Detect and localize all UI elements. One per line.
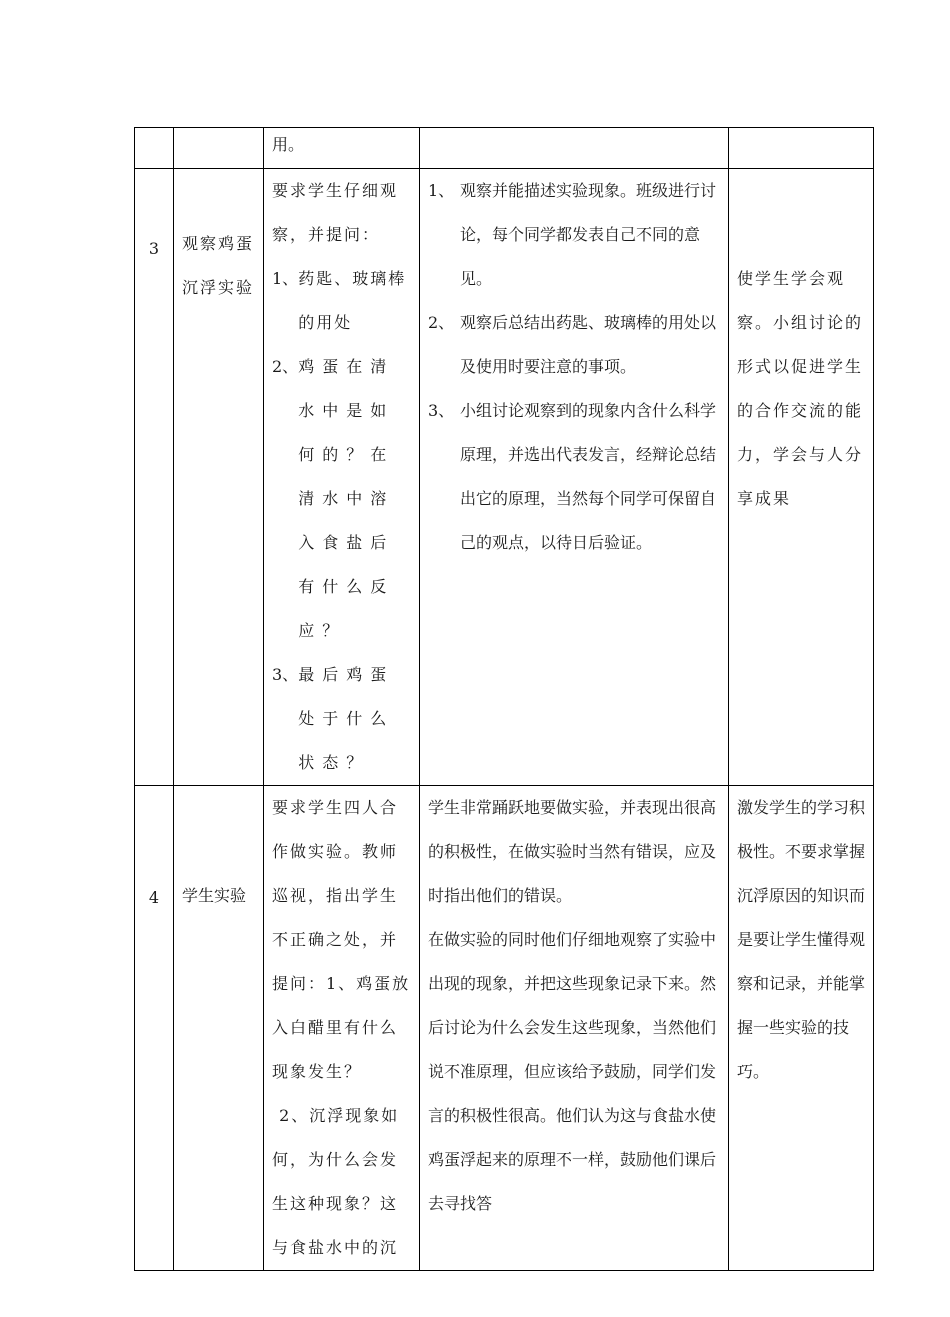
list-text: 观察后总结出药匙、玻璃棒的用处以及使用时要注意的事项。: [460, 313, 717, 376]
list-number: 2、: [272, 357, 299, 376]
list-item: [428, 301, 720, 389]
list-text: 药匙、玻璃棒的用处: [298, 269, 407, 332]
teacher-text: 要求学生四人合作做实验。教师巡视，指出学生不正确之处，并提问：1、鸡蛋放入白醋里有什么现象发生？: [272, 798, 411, 1081]
step-number-cell: [135, 128, 174, 169]
list-text: 最后鸡蛋处于什么状态？: [298, 665, 395, 772]
step-title: 观察鸡蛋沉浮实验: [182, 234, 255, 297]
teacher-activity-cell: [264, 169, 420, 786]
table-row: [135, 169, 874, 786]
list-item: [272, 653, 411, 785]
list-number: 1、: [428, 181, 455, 200]
step-number: 3: [148, 239, 160, 258]
list-text: 鸡蛋在清水中是如何的？在清水中溶入食盐后有什么反应？: [298, 357, 395, 640]
list-item: [272, 257, 411, 345]
student-paragraph-2: 在做实验的同时他们仔细地观察了实验中出现的现象，并把这些现象记录下来。然后讨论为什么会发生这些现象，当然他们说不准原理，但应该给予鼓励，同学们发言的积极性很高。他们认为这与食盐水使鸡蛋浮起来的原理不一样，鼓励他们课后去寻找答: [428, 930, 717, 1213]
step-number: 4: [148, 888, 160, 907]
step-title: 学生实验: [182, 886, 247, 905]
teacher-question-list: [272, 257, 411, 785]
purpose-text: 激发学生的学习积极性。不要求掌握沉浮原因的知识而是要让学生懂得观察和记录，并能掌握一些实验的技巧。: [737, 798, 866, 1081]
step-title-cell: [174, 169, 264, 786]
lesson-plan-table: [134, 127, 874, 1271]
list-item: [272, 345, 411, 653]
list-number: 1、: [272, 269, 299, 288]
step-title-cell: [174, 786, 264, 1271]
teacher-activity-cell: [264, 786, 420, 1271]
list-number: 3、: [428, 401, 455, 420]
list-text: 小组讨论观察到的现象内含什么科学原理，并选出代表发言，经辩论总结出它的原理，当然每个同学可保留自己的观点，以待日后验证。: [460, 401, 717, 552]
purpose-cell: [729, 786, 874, 1271]
teacher-intro: 要求学生仔细观察，并提问：: [272, 181, 399, 244]
teacher-text: 用。: [272, 135, 305, 154]
student-activity-cell: [420, 786, 729, 1271]
table-row: [135, 128, 874, 169]
student-activity-cell: [420, 128, 729, 169]
table-row: [135, 786, 874, 1271]
purpose-cell: [729, 128, 874, 169]
step-title-cell: [174, 128, 264, 169]
step-number-cell: [135, 169, 174, 786]
list-number: 3、: [272, 665, 299, 684]
list-item: [428, 169, 720, 301]
step-number-cell: [135, 786, 174, 1271]
list-number: 2、: [428, 313, 455, 332]
teacher-activity-cell: [264, 128, 420, 169]
teacher-text-2: 2、沉浮现象如何，为什么会发生这种现象？这与食盐水中的沉: [272, 1106, 400, 1257]
student-activity-cell: [420, 169, 729, 786]
purpose-text: 使学生学会观察。小组讨论的形式以促进学生的合作交流的能力，学会与人分享成果: [737, 269, 864, 508]
list-text: 观察并能描述实验现象。班级进行讨论，每个同学都发表自己不同的意见。: [460, 181, 717, 288]
list-item: [428, 389, 720, 565]
purpose-cell: [729, 169, 874, 786]
student-activity-list: [428, 169, 720, 565]
student-paragraph-1: 学生非常踊跃地要做实验，并表现出很高的积极性，在做实验时当然有错误，应及时指出他们的错误。: [428, 798, 717, 905]
